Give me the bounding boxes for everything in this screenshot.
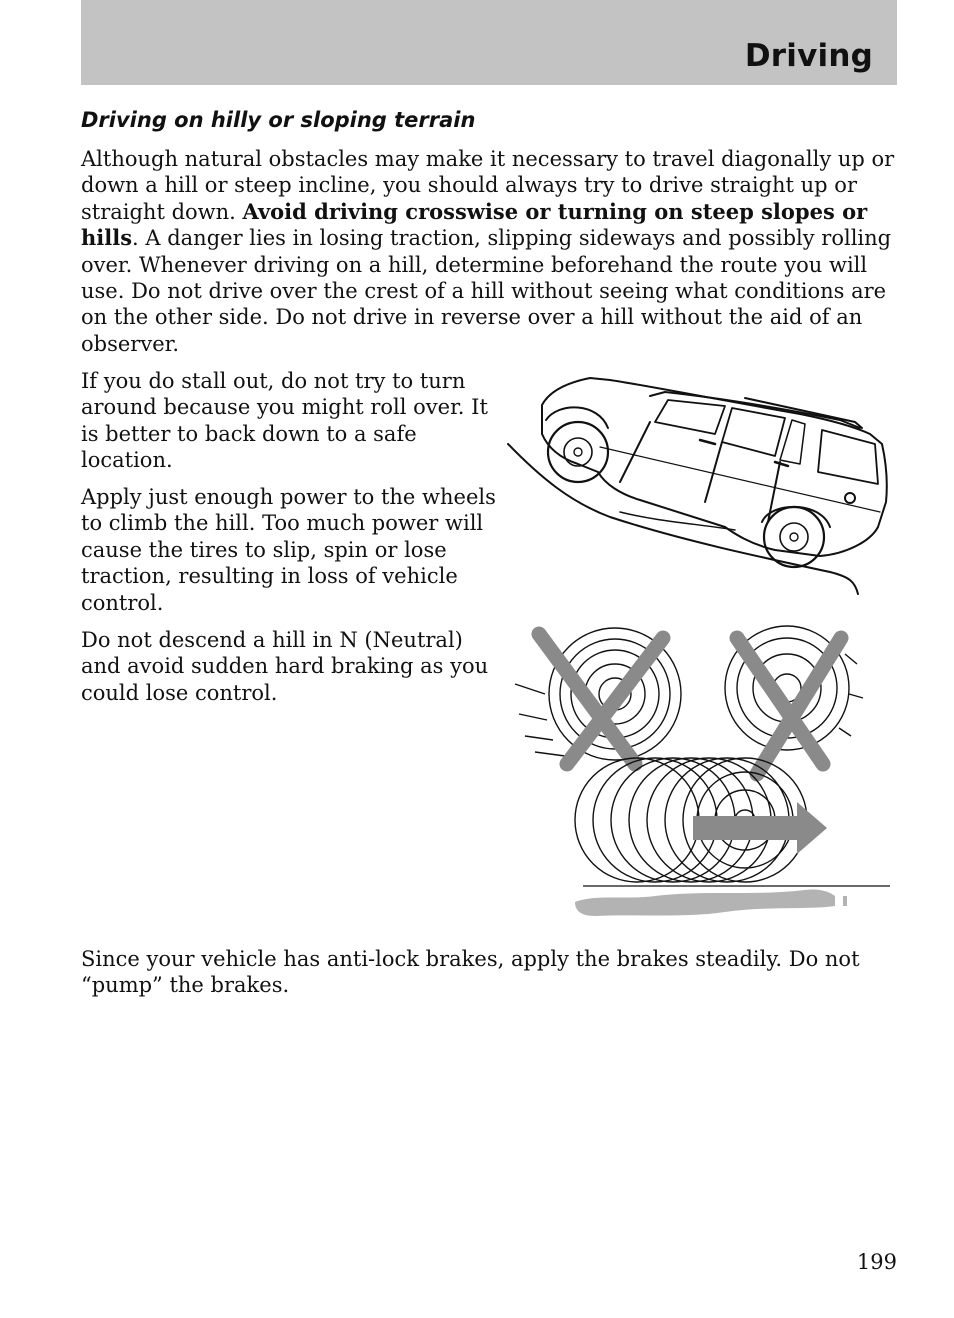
suv-on-slope-illustration: [500, 372, 900, 604]
x-mark-icon: [737, 638, 841, 774]
paragraph-anti-lock-brakes: Since your vehicle has anti-lock brakes, apply the brakes steadily. Do not “pump” the brakes.: [81, 947, 860, 998]
paragraph-descend: Do not descend a hill in N (Neutral) and avoid sudden hard braking as you could lose control.: [81, 628, 489, 705]
paragraph-terrain-intro: [81, 146, 895, 357]
page-title: Driving: [744, 38, 873, 74]
section-heading: Driving on hilly or sloping terrain: [81, 108, 476, 132]
paragraph-text: Although natural obstacles may make it necessary to travel diagonally up or down a hill or steep incline, you should always try to drive straight up or straight down.: [81, 147, 895, 224]
header-bar: [81, 0, 897, 85]
paragraph-stall: If you do stall out, do not try to turn around because you might roll over. It is better to back down to a safe location.: [81, 369, 488, 473]
page-number: 199: [856, 1250, 897, 1274]
paragraph-text: . A danger lies in losing traction, slipping sideways and possibly rolling over. Whenever driving on a hill, determine beforehand the route you will use. Do not drive over the crest of a hill without seeing what conditions are on the other side. Do not drive in reverse over a hill without the aid of an observer.: [81, 226, 892, 356]
paragraph-power: Apply just enough power to the wheels to climb the hill. Too much power will cause the tires to slip, spin or lose traction, resulting in loss of vehicle control.: [81, 485, 496, 615]
paragraph-bold-warning: Avoid driving crosswise or turning on steep slopes or hills: [81, 198, 868, 251]
wheel-traction-illustration: [505, 624, 900, 926]
